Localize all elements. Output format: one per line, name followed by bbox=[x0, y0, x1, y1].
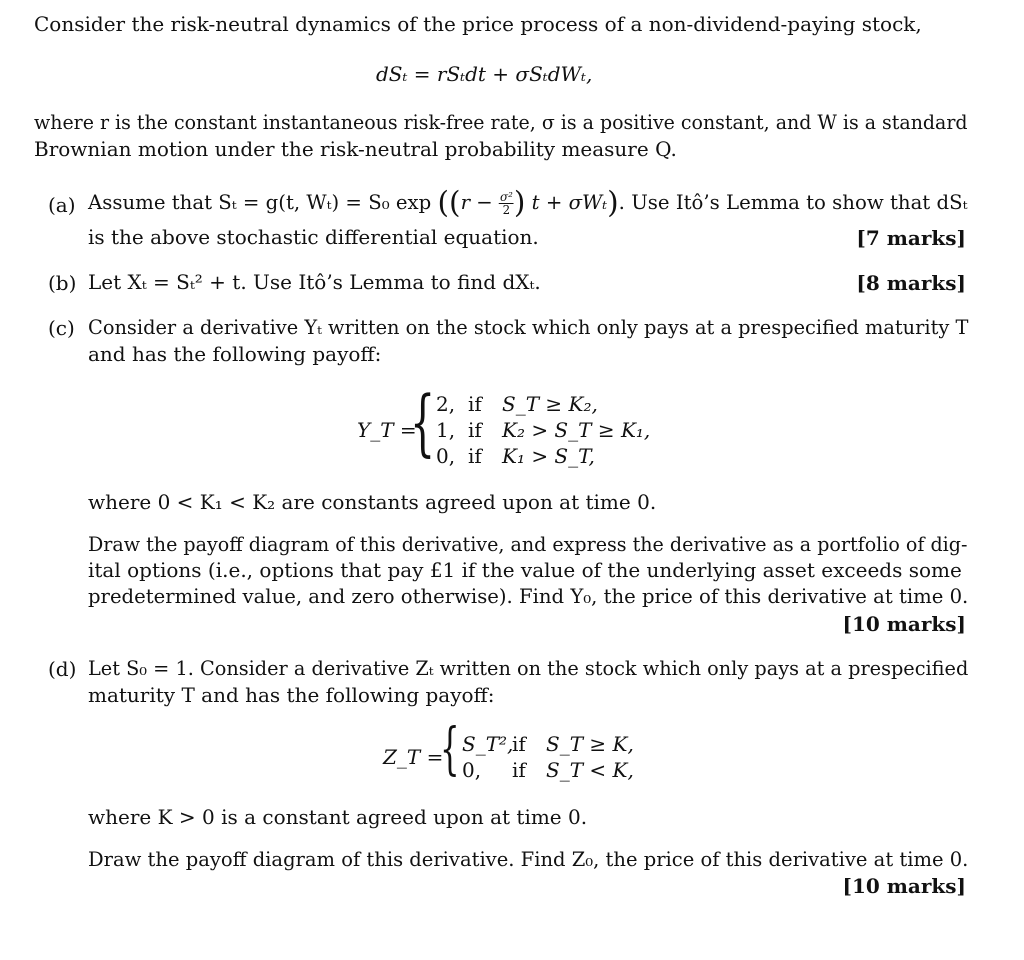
part-d-label: (d) bbox=[48, 657, 77, 681]
part-d-line-2: maturity T and has the following payoff: bbox=[88, 683, 495, 707]
part-b-marks bbox=[856, 271, 966, 295]
case-value: S_T², bbox=[462, 732, 514, 756]
part-b-marks-text: [8 marks] bbox=[856, 271, 966, 295]
part-c-case-2 bbox=[436, 418, 650, 442]
part-c-para-2: ital options (i.e., options that pay £1 if the value of the underlying asset exceeds some bbox=[88, 558, 962, 582]
case-expr: K₂ > S_T ≥ K₁, bbox=[502, 418, 651, 442]
case-expr: S_T < K, bbox=[546, 758, 634, 782]
part-a-label: (a) bbox=[48, 193, 76, 217]
sigma-squared-over-two bbox=[499, 191, 514, 216]
case-expr: K₁ > S_T, bbox=[502, 444, 595, 468]
part-d-case-2 bbox=[462, 758, 634, 782]
case-cond: if bbox=[468, 444, 482, 468]
case-cond: if bbox=[468, 418, 482, 442]
part-c-lhs: Y_T = bbox=[357, 418, 417, 442]
intro-line-2: where r is the constant instantaneous risk-free rate, σ is a positive constant, and W is a standard bbox=[34, 110, 968, 134]
case-value: 0, bbox=[462, 758, 482, 782]
close-outer-paren-icon: ) bbox=[607, 185, 619, 221]
case-cond: if bbox=[512, 758, 526, 782]
part-c-label: (c) bbox=[48, 316, 75, 340]
part-a-line-1 bbox=[88, 184, 967, 220]
case-expr: S_T ≥ K, bbox=[546, 732, 634, 756]
part-c-line-2: and has the following payoff: bbox=[88, 342, 382, 366]
part-c-marks-text: [10 marks] bbox=[842, 612, 966, 636]
part-d-where: where K > 0 is a constant agreed upon at time 0. bbox=[88, 805, 588, 829]
part-a-lead: Assume that Sₜ = g(t, Wₜ) = S₀ exp bbox=[88, 190, 432, 214]
open-paren-icon: (( bbox=[437, 185, 461, 221]
case-value: 1, bbox=[436, 418, 456, 442]
part-c-case-3 bbox=[436, 444, 595, 468]
part-a-tail: . Use Itô’s Lemma to show that dSₜ bbox=[618, 190, 968, 214]
frac-denominator: 2 bbox=[502, 203, 511, 217]
case-value: 2, bbox=[436, 392, 456, 416]
part-d-case-1 bbox=[462, 732, 634, 756]
case-value: 0, bbox=[436, 444, 456, 468]
intro-line-1: Consider the risk-neutral dynamics of the price process of a non-dividend-paying stock, bbox=[34, 12, 922, 36]
frac-numerator: σ² bbox=[500, 190, 513, 204]
left-brace-icon: { bbox=[440, 717, 460, 782]
part-a-line-2: is the above stochastic differential equation. bbox=[88, 225, 539, 249]
part-c-line-1: Consider a derivative Yₜ written on the stock which only pays at a prespecified maturity T bbox=[88, 315, 969, 339]
intro-line-3: Brownian motion under the risk-neutral probability measure Q. bbox=[34, 137, 677, 161]
case-cond: if bbox=[512, 732, 526, 756]
part-c-para-1: Draw the payoff diagram of this derivative, and express the derivative as a portfolio of dig- bbox=[88, 532, 968, 556]
part-d-marks bbox=[843, 874, 967, 898]
part-a-marks-text: [7 marks] bbox=[856, 226, 966, 250]
part-a-inner: r − bbox=[460, 190, 493, 214]
close-paren-icon: ) bbox=[513, 185, 526, 221]
part-c-para-3: predetermined value, and zero otherwise). Find Y₀, the price of this derivative at time 0. bbox=[88, 584, 969, 608]
part-b-label: (b) bbox=[48, 271, 77, 295]
part-d-line-1: Let S₀ = 1. Consider a derivative Zₜ written on the stock which only pays at a prespecified bbox=[88, 656, 969, 680]
case-cond: if bbox=[468, 392, 482, 416]
sde-equation: dSₜ = rSₜdt + σSₜdWₜ, bbox=[376, 62, 593, 86]
part-d-para-1: Draw the payoff diagram of this derivative. Find Z₀, the price of this derivative at time 0. bbox=[88, 847, 969, 871]
part-c-marks bbox=[843, 612, 967, 636]
part-c-where: where 0 < K₁ < K₂ are constants agreed upon at time 0. bbox=[88, 490, 657, 514]
part-d-marks-text: [10 marks] bbox=[842, 874, 966, 898]
part-b-text: Let Xₜ = Sₜ² + t. Use Itô’s Lemma to find dXₜ. bbox=[88, 270, 541, 294]
case-expr: S_T ≥ K₂, bbox=[502, 392, 598, 416]
left-brace-icon: { bbox=[410, 380, 436, 464]
part-a-after: t + σWₜ bbox=[531, 190, 608, 214]
part-d-lhs: Z_T = bbox=[383, 745, 444, 769]
part-c-case-1 bbox=[436, 392, 598, 416]
part-a-marks bbox=[856, 226, 966, 250]
